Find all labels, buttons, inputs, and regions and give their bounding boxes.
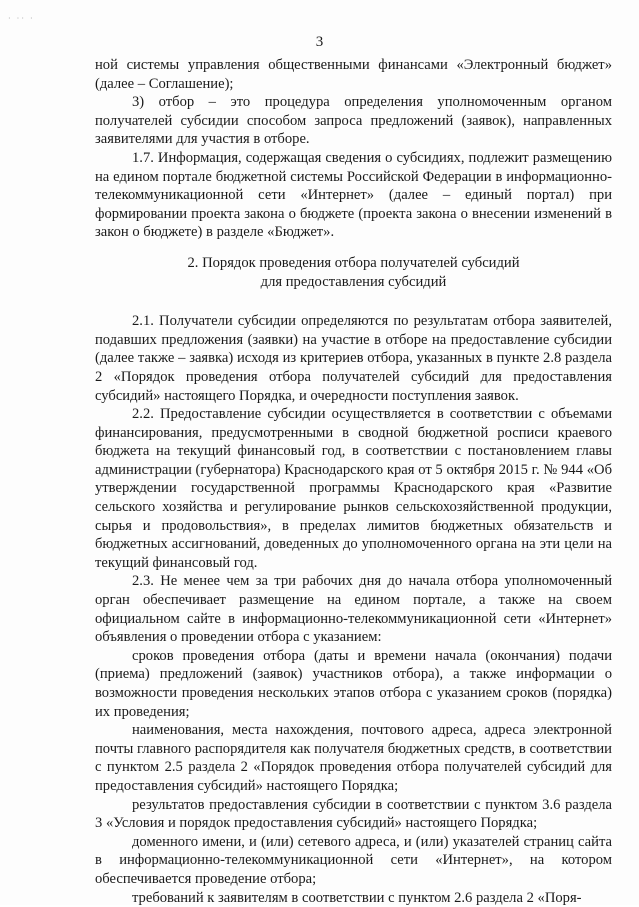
list-item-names-addresses: наименования, места нахождения, почтового адреса, адреса электронной почты главного распорядителя как получателя бюджетных средств, в соответствии с пунктом 2.5 раздела 2 «Порядок проведения отбора получателей субсидий для предоставления субсидий» настоящего Порядка; — [95, 722, 612, 794]
scan-noise-mark: · ·· · — [8, 14, 35, 23]
paragraph-2-1: 2.1. Получатели субсидии определяются по результатам отбора заявителей, подавших предложения (заявки) на участие в отборе на предоставление субсидии (далее также – заявка) исходя из критериев отбора, указанных в пункте 2.8 раздела 2 «Порядок проведения отбора получателей субсидий для предоставления субсидий» настоящего Порядка, и очередности поступления заявок. — [95, 313, 612, 404]
paragraph-2-3: 2.3. Не менее чем за три рабочих дня до начала отбора уполномоченный орган обеспечивает размещение на едином портале, а также на своем официальном сайте в информационно-телекоммуникационной сети «Интернет» объявления о проведении отбора с указанием: — [95, 573, 612, 646]
section-heading-line-1: 2. Порядок проведения отбора получателей субсидий — [187, 254, 520, 271]
paragraph-1-7: 1.7. Информация, содержащая сведения о субсидиях, подлежит размещению на едином портале бюджетной системы Российской Федерации в информационно-телекоммуникационной сети «Интернет» (далее – единый портал) при формировании проекта закона о бюджете (проекта закона о внесении изменений в закон о бюджете) в разделе «Бюджет». — [95, 149, 612, 241]
list-item-results: результатов предоставления субсидии в соответствии с пунктом 3.6 раздела 3 «Условия и порядок предоставления субсидий» настоящего Порядка; — [95, 796, 612, 832]
section-heading-line-2: для предоставления субсидий — [260, 273, 447, 290]
paragraph-2-2: 2.2. Предоставление субсидии осуществляется в соответствии с объемами финансирования, предусмотренными в сводной бюджетной росписи краевого бюджета на текущий финансовый год, в соответствии с постановлением главы администрации (губернатора) Краснодарского края от 5 октября 2015 г. № 944 «Об утверждении государственной программы Краснодарского края «Развитие сельского хозяйства и регулирование рынков сельскохозяйственной продукции, сырья и продовольствия», в пределах лимитов бюджетных обязательств и бюджетных ассигнований, доведенных до уполномоченного органа на эти цели на текущий финансовый год. — [95, 406, 612, 571]
list-item-domain-name: доменного имени, и (или) сетевого адреса, и (или) указателей страниц сайта в информационно-телекоммуникационной сети «Интернет», на котором обеспечивается проведение отбора; — [95, 833, 612, 887]
section-heading — [95, 254, 612, 291]
paragraph-continuation: ной системы управления общественными финансами «Электронный бюджет» (далее – Соглашение); — [95, 57, 612, 92]
list-item-requirements: требований к заявителям в соответствии с пунктом 2.6 раздела 2 «Поря- — [132, 889, 582, 906]
page-number: 3 — [315, 34, 324, 50]
document-body — [95, 56, 612, 907]
paragraph-definition-3: 3) отбор – это процедура определения уполномоченным органом получателей субсидии способом запроса предложений (заявок), направленных заявителями для участия в отборе. — [95, 94, 612, 148]
list-item-deadlines: сроков проведения отбора (даты и времени начала (окончания) подачи (приема) предложений (заявок) участников отбора), а также информации о возможности проведения нескольких этапов отбора с указанием сроков (порядка) их проведения; — [95, 647, 612, 720]
